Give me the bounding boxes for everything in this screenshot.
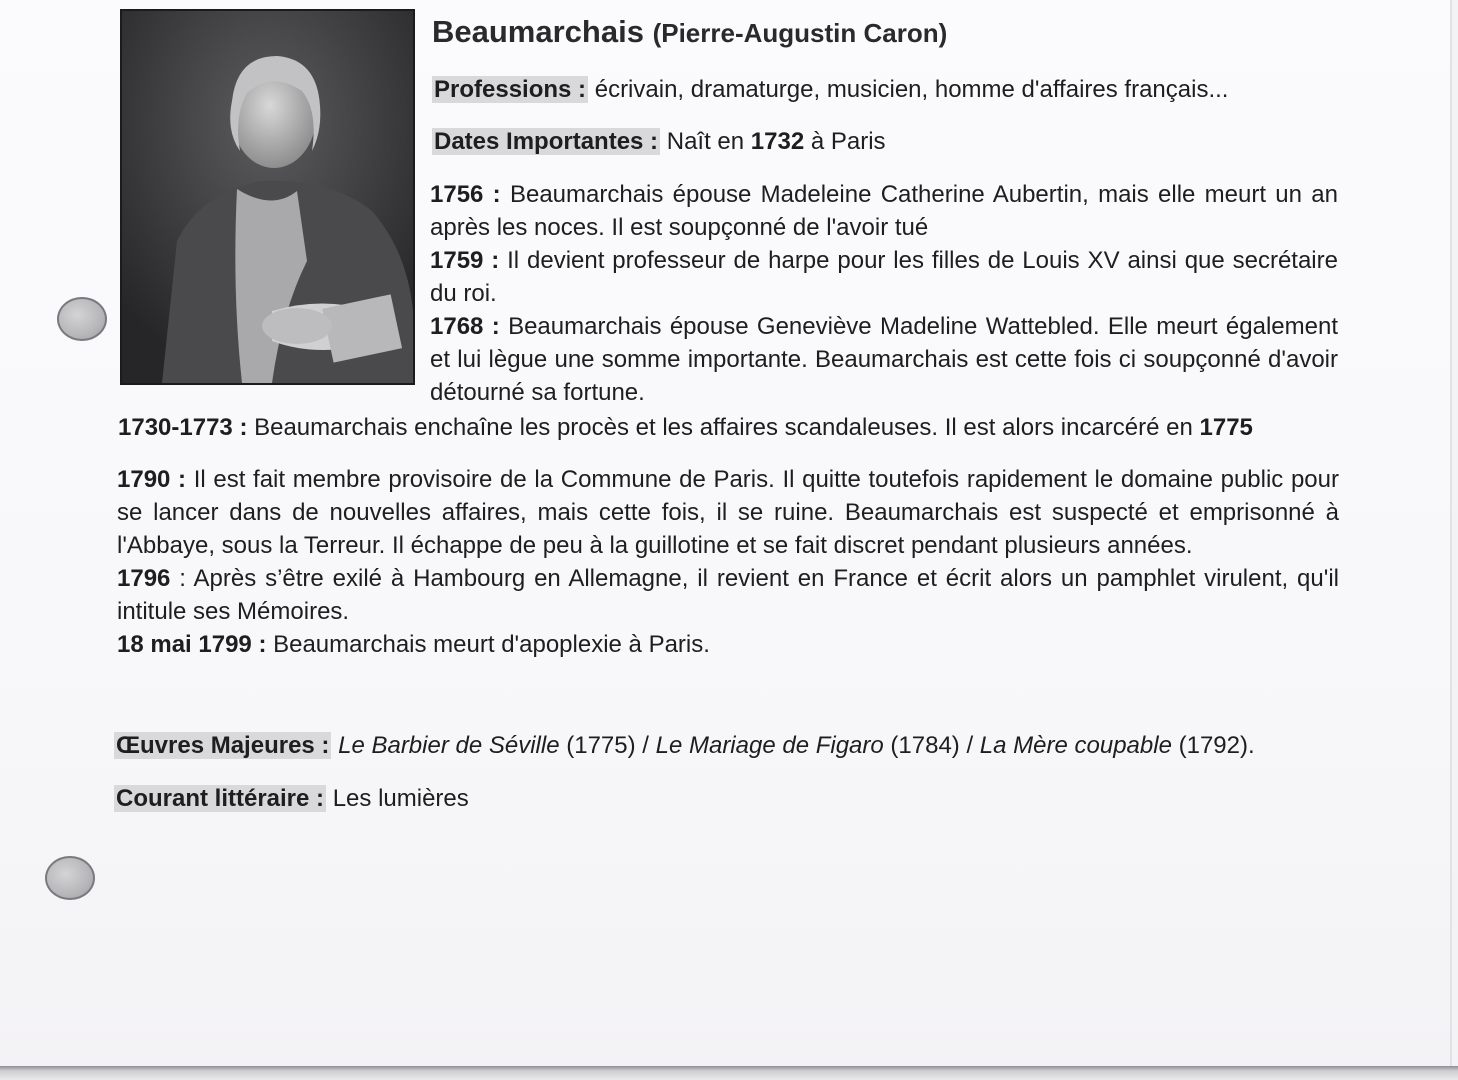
timeline-year: 1796 [117,565,171,592]
timeline-block-top [430,178,1338,409]
timeline-entry [430,310,1338,409]
binder-hole-bottom [45,856,95,900]
movement-label: Courant littéraire : [116,785,325,812]
binder-hole-top [57,297,107,341]
page-bottom-edge [0,1066,1458,1080]
professions-value: écrivain, dramaturge, musicien, homme d'affaires français... [588,76,1229,103]
timeline-text: Beaumarchais épouse Geneviève Madeline Wattebled. Elle meurt également et lui lègue une somme importante. Beaumarchais est cette fois ci soupçonné d'avoir détourné sa fortune. [430,313,1339,406]
timeline-text: Il devient professeur de harpe pour les filles de Louis XV ainsi que secrétaire du roi. [430,247,1338,307]
dates-birth-prefix: Naît en [660,128,751,155]
timeline-entry [117,562,1339,628]
page-title [432,14,947,50]
timeline-block-trials [118,411,1338,444]
timeline-entry [430,244,1338,310]
timeline-year: 1759 : [430,247,500,274]
timeline-text: Il est fait membre provisoire de la Commune de Paris. Il quitte toutefois rapidement le domaine public pour se lancer dans de nouvelles affaires, mais cette fois, il se ruine. Beaumarchais est suspecté et emprisonné à l'Abbaye, sous la Terreur. Il échappe de peu à la guillotine et se fait discret pendant plusieurs années. [117,466,1339,559]
work-year: (1792). [1171,732,1255,759]
movement-value: Les lumières [326,785,469,812]
timeline-year: 18 mai 1799 : [117,631,267,658]
portrait-drawing [122,11,413,383]
title-name: Beaumarchais [432,14,644,49]
timeline-year: 1730-1773 : [118,414,248,441]
work-title: Le Barbier de Séville [338,732,560,759]
dates-label: Dates Importantes : [434,128,659,155]
work-title: Le Mariage de Figaro [655,732,884,759]
dates-field [432,128,886,156]
timeline-entry [430,178,1338,244]
work-year: (1775) / [559,732,656,759]
dates-birth-year: 1732 [750,128,805,155]
timeline-text: : Après s’être exilé à Hambourg en Allemagne, il revient en France et écrit alors un pamphlet virulent, qu'il intitule ses Mémoires. [117,565,1339,625]
timeline-text: Beaumarchais enchaîne les procès et les affaires scandaleuses. Il est alors incarcéré en [247,414,1200,441]
professions-field [432,76,1228,104]
works-field [114,732,1255,760]
timeline-entry [117,463,1339,562]
timeline-text: Beaumarchais meurt d'apoplexie à Paris. [266,631,710,658]
movement-field [114,785,469,813]
works-label: Œuvres Majeures : [116,732,330,759]
dates-birth-suffix: à Paris [804,128,886,155]
work-title: La Mère coupable [979,732,1172,759]
timeline-entry [117,628,1339,661]
timeline-entry [118,411,1338,444]
timeline-block-bottom [117,463,1339,661]
timeline-year: 1756 : [430,181,501,208]
work-year: (1784) / [883,732,980,759]
title-subtitle: (Pierre-Augustin Caron) [652,18,948,48]
professions-label: Professions : [434,76,587,103]
timeline-year-end: 1775 [1199,414,1253,441]
timeline-year: 1790 : [117,466,187,493]
timeline-text: Beaumarchais épouse Madeleine Catherine Aubertin, mais elle meurt un an après les noces. Il est soupçonné de l'avoir tué [430,181,1338,241]
portrait-image [120,9,415,385]
timeline-year: 1768 : [430,313,500,340]
